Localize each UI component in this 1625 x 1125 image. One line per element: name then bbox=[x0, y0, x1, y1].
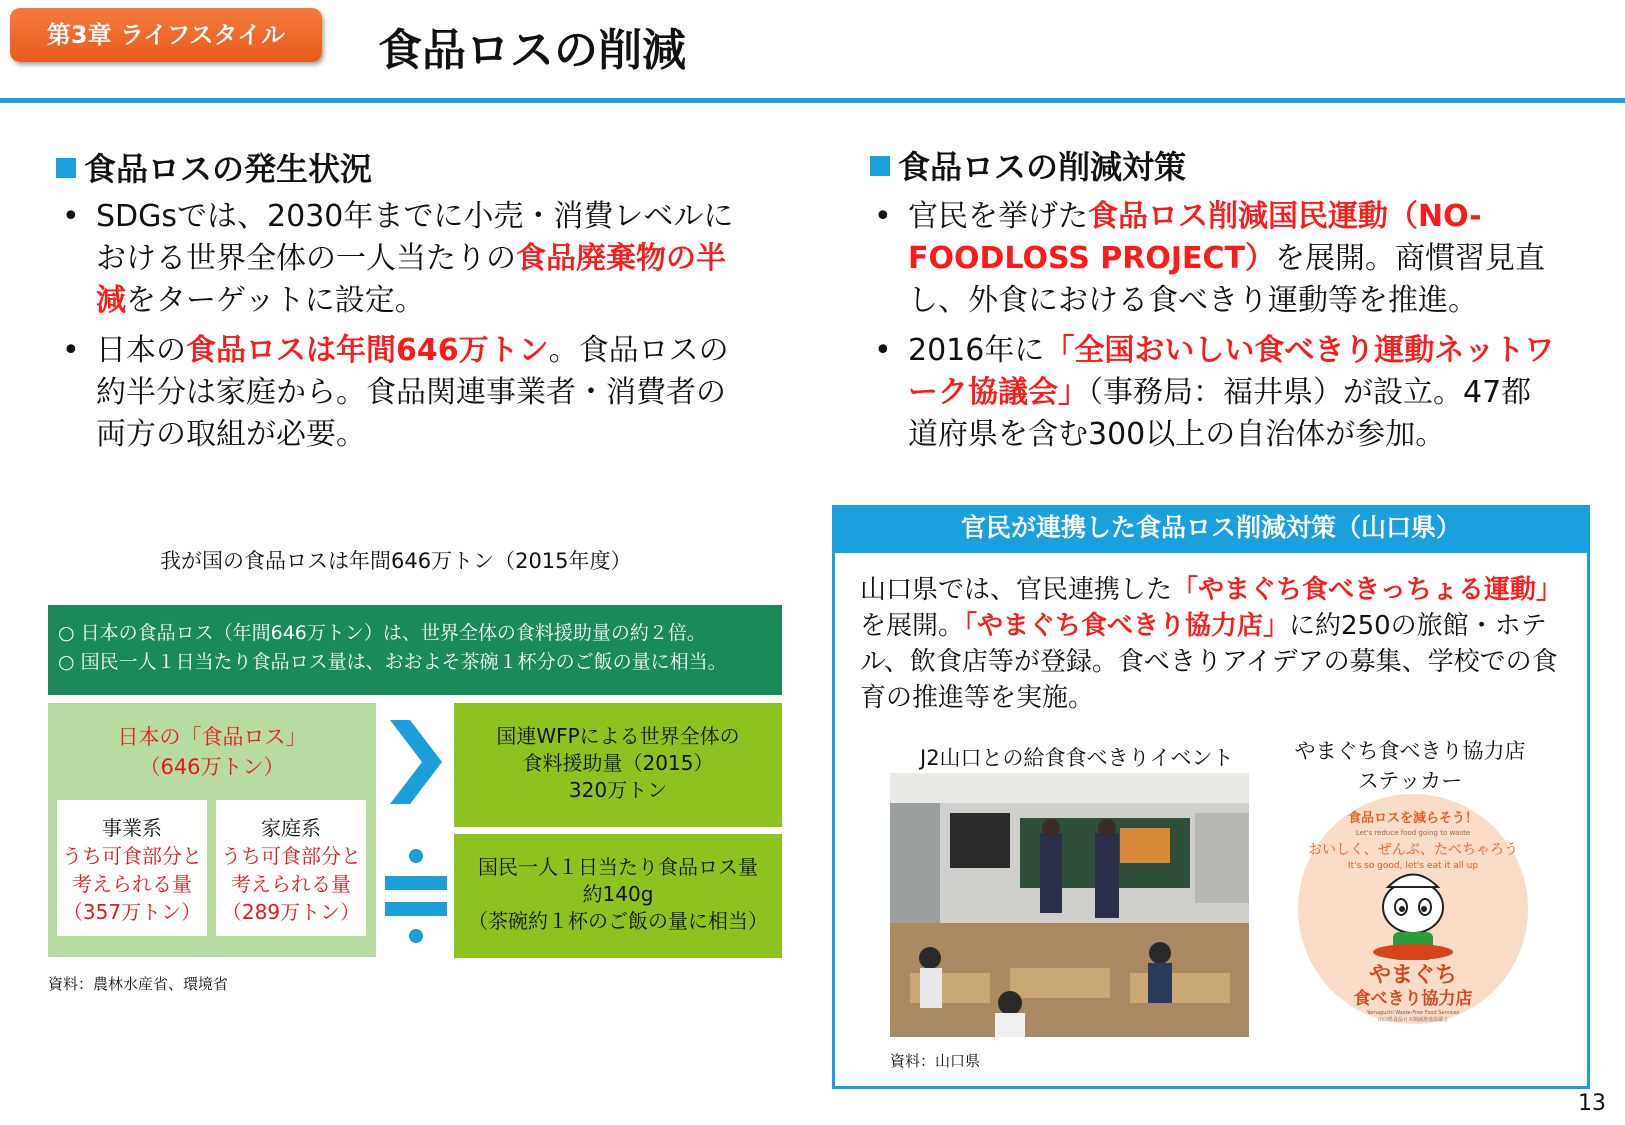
list-item bbox=[56, 196, 746, 322]
title-divider bbox=[0, 98, 1625, 103]
per-capita-line: 国民一人１日当たり食品ロス量 bbox=[478, 855, 758, 879]
bullet-text: 。食品ロスの約半分は家庭から。食品関連事業者・消費者の両方の取組が必要。 bbox=[96, 333, 729, 452]
summary-band bbox=[48, 605, 782, 695]
bullet-text: SDGsでは、2030年までに小売・消費レベルにおける世界全体の一人当たりの bbox=[96, 199, 734, 276]
japan-loss-title: 日本の「食品ロス」 bbox=[117, 725, 307, 749]
household-line: 考えられる量 bbox=[231, 872, 351, 896]
summary-line: ○ 日本の食品ロス（年間646万トン）は、世界全体の食料援助量の約２倍。 bbox=[58, 622, 706, 644]
household-loss-box bbox=[216, 800, 366, 936]
panel-text: を展開。 bbox=[860, 611, 965, 641]
sticker-top-text: 食品ロスを減らそう！ bbox=[1347, 811, 1479, 826]
sticker-footer-jp: 山口県食品ロス削減推進協議会 bbox=[1377, 1017, 1449, 1023]
highlight-text: 食品ロス削減国民運動（NO-FOODLOSS PROJECT） bbox=[908, 199, 1482, 276]
sticker-slogan-en: It's so good, let's eat it all up bbox=[1347, 861, 1479, 871]
highlight-text: 「やまぐち食べきり協力店」 bbox=[964, 611, 1290, 641]
left-bullet-list bbox=[56, 196, 746, 464]
per-capita-box bbox=[454, 834, 782, 958]
photo-caption: J2山口との給食食べきりイベント bbox=[920, 746, 1234, 770]
bullet-dot: • bbox=[874, 333, 892, 368]
japan-loss-amount: （646万トン） bbox=[139, 755, 285, 779]
sticker-footer-en: Yamaguchi Waste-Free Food Services bbox=[1366, 1010, 1460, 1016]
wfp-line: 国連WFPによる世界全体の bbox=[496, 724, 740, 748]
business-line: うち可食部分と bbox=[62, 844, 202, 868]
wfp-aid-box bbox=[454, 703, 782, 827]
greater-than-icon bbox=[390, 720, 442, 804]
japan-loss-label bbox=[48, 722, 376, 782]
bullet-text: 日本の bbox=[96, 333, 186, 368]
bullet-dot: • bbox=[874, 199, 892, 234]
cooperating-store-sticker bbox=[1296, 792, 1530, 1026]
sticker-name-1: やまぐち bbox=[1368, 963, 1458, 988]
bullet-dot: • bbox=[62, 333, 80, 368]
right-heading-text: 食品ロスの削減対策 bbox=[898, 148, 1187, 186]
square-bullet-icon bbox=[56, 158, 76, 178]
highlight-text: 食品廃棄物の半減 bbox=[96, 241, 726, 318]
right-bullet-list bbox=[868, 196, 1558, 464]
bullet-text: 官民を挙げた bbox=[908, 199, 1088, 234]
panel-body bbox=[860, 572, 1570, 716]
left-heading-text: 食品ロスの発生状況 bbox=[84, 150, 373, 188]
bullet-dot: • bbox=[62, 199, 80, 234]
figure-caption: 我が国の食品ロスは年間646万トン（2015年度） bbox=[160, 549, 632, 573]
household-line: うち可食部分と bbox=[221, 844, 361, 868]
bullet-text: （事務局：福井県）が設立。47都道府県を含む300以上の自治体が参加。 bbox=[908, 375, 1532, 452]
wfp-amount: 320万トン bbox=[568, 778, 668, 802]
left-section-heading bbox=[56, 144, 372, 190]
list-item bbox=[868, 330, 1558, 456]
highlight-text: 食品ロスは年間646万トン bbox=[186, 333, 549, 368]
business-loss-box bbox=[57, 800, 207, 936]
sticker-caption bbox=[1280, 736, 1540, 796]
bullet-text: をターゲットに設定。 bbox=[126, 283, 425, 318]
panel-text: 山口県では、官民連携した bbox=[860, 575, 1173, 605]
summary-line: ○ 国民一人１日当たり食品ロス量は、おおよそ茶碗１杯分のご飯の量に相当。 bbox=[58, 651, 727, 673]
sticker-slogan: おいしく、ぜんぶ、たべちゃろう bbox=[1308, 842, 1518, 858]
bullet-text: を展開。商慣習見直し、外食における食べきり運動等を推進。 bbox=[908, 241, 1545, 318]
left-source-note: 資料：農林水産省、環境省 bbox=[48, 975, 229, 993]
chapter-tag: 第3章 ライフスタイル bbox=[10, 8, 322, 62]
sticker-caption-line: やまぐち食べきり協力店 bbox=[1294, 739, 1526, 763]
per-capita-amount: 約140g bbox=[582, 882, 654, 906]
classroom-event-photo bbox=[890, 773, 1249, 1037]
square-bullet-icon bbox=[870, 156, 890, 176]
business-title: 事業系 bbox=[102, 816, 162, 840]
business-amount: （357万トン） bbox=[62, 900, 202, 924]
list-item bbox=[868, 196, 1558, 322]
highlight-text: 「全国おいしい食べきり運動ネットワーク協議会」 bbox=[908, 333, 1555, 410]
household-amount: （289万トン） bbox=[221, 900, 361, 924]
business-line: 考えられる量 bbox=[72, 872, 192, 896]
wfp-line: 食料援助量（2015） bbox=[522, 751, 714, 775]
bullet-text: 2016年に bbox=[908, 333, 1045, 368]
list-item bbox=[56, 330, 746, 456]
highlight-text: 「やまぐち食べきっちょる運動」 bbox=[1172, 575, 1563, 605]
household-title: 家庭系 bbox=[261, 816, 321, 840]
panel-title: 官民が連携した食品ロス削減対策（山口県） bbox=[832, 505, 1590, 553]
right-section-heading bbox=[870, 142, 1186, 188]
sticker-name-2: 食べきり協力店 bbox=[1353, 989, 1473, 1009]
sticker-subtitle: Let's reduce food going to waste bbox=[1355, 829, 1471, 837]
per-capita-line: （茶碗約１杯のご飯の量に相当） bbox=[468, 909, 768, 933]
sticker-caption-line: ステッカー bbox=[1357, 769, 1463, 793]
panel-text: に約250の旅館・ホテル、飲食店等が登録。食べきりアイデアの募集、学校での食育の推進等を実施。 bbox=[860, 611, 1558, 713]
approximately-equal-icon bbox=[385, 848, 447, 944]
right-source-note: 資料：山口県 bbox=[890, 1052, 981, 1070]
page-title: 食品ロスの削減 bbox=[378, 25, 686, 76]
page-number: 13 bbox=[1578, 1091, 1606, 1116]
